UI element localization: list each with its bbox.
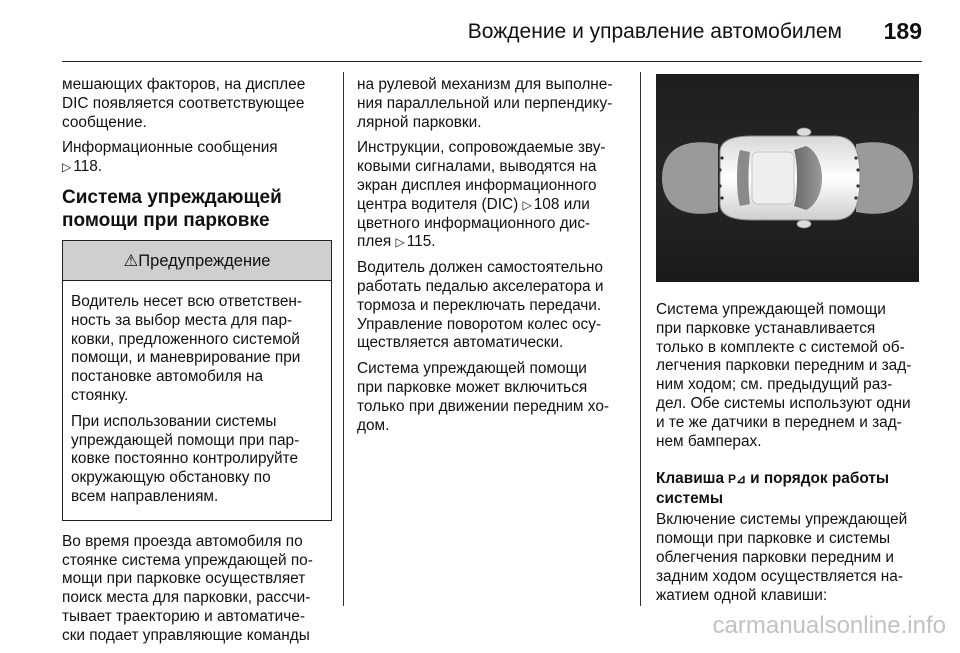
page-header-title: Вождение и управление автомобилем — [467, 20, 842, 43]
car-top-view-illustration — [656, 74, 919, 282]
warning-triangle-icon: ⚠ — [123, 251, 139, 270]
warning-body — [63, 281, 331, 520]
warning-paragraph-1: Водитель несет всю ответствен- ность за выбор места для пар- ковки, предложенного системой помощи, и маневрирование при постановке автомобиля на стоянку. — [71, 292, 303, 404]
paragraph-info-messages: Информационные сообщения ▷ 118. — [62, 139, 278, 176]
car-sensor-figure — [656, 74, 919, 282]
paragraph-instructions: Инструкции, сопровождаемые зву- ковыми сигналами, выводятся на экран дисплея информационного центра водителя (DIC) ▷ 108 или цветного информационного дис- плея ▷ 115. — [357, 139, 606, 251]
paragraph-intro: мешающих факторов, на дисплее DIC появляется соответствующее сообщение. — [62, 76, 306, 131]
paragraph-installation: Система упреждающей помощи при парковке устанавливается только в комплекте с системой об- легчения парковки передним и зад- ним ходом; см. предыдущий раз- дел. Обе системы используют одни и те же датчики в переднем и зад- нем бамперах. — [656, 301, 912, 450]
column-3 — [656, 301, 924, 612]
warning-box — [62, 240, 332, 521]
header-rule — [62, 61, 922, 62]
column-2 — [357, 76, 625, 442]
column-divider-2 — [640, 72, 641, 606]
paragraph-steering: на рулевой механизм для выполне- ния параллельной или перпендику- лярной парковки. — [357, 76, 613, 131]
warning-paragraph-2: При использовании системы упреждающей помощи при пар- ковке постоянно контролируйте окружающую обстановку по всем направлениям. — [71, 412, 300, 505]
column-divider-1 — [343, 72, 344, 606]
page-number: 189 — [883, 18, 922, 44]
section-heading: Система упреждающей помощи при парковке — [62, 186, 282, 231]
subsection-heading: Клавиша P⊿ и порядок работы системы — [656, 470, 890, 508]
paragraph-driver-control: Водитель должен самостоятельно работать педалью акселератора и тормоза и переключать передачи. Управление поворотом колес осу- ществляется автоматически. — [357, 259, 604, 352]
reference-arrow-icon: ▷ — [395, 235, 405, 250]
parking-key-icon: P⊿ — [728, 472, 747, 487]
warning-header: ⚠Предупреждение — [63, 241, 331, 281]
paragraph-activation: Система упреждающей помощи при парковке может включиться только при движении передним хо- дом. — [357, 360, 609, 434]
reference-arrow-icon: ▷ — [522, 197, 532, 212]
column-1 — [62, 76, 332, 653]
paragraph-key-operation: Включение системы упреждающей помощи при парковке и системы облегчения парковки передним и задним ходом осуществляется на- жатием одной клавиши: — [656, 511, 908, 604]
reference-arrow-icon: ▷ — [62, 160, 72, 175]
footer-watermark: carmanualsonline.info — [712, 612, 946, 639]
paragraph-driving: Во время проезда автомобиля по стоянке система упреждающей по- мощи при парковке осуществляет поиск места для парковки, рассчи- тывает траекторию и автоматиче- ски подает управляющие команды — [62, 532, 313, 644]
